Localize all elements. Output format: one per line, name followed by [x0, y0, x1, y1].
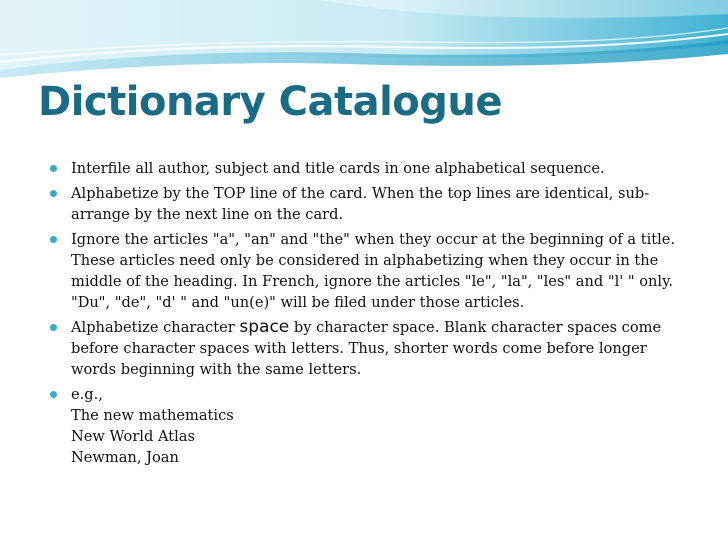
bullet-item-examples	[0, 384, 728, 468]
bullet-text: Ignore the articles "a", "an" and "the" when they occur at the beginning of a title. These articles need only be considered in alphabetizing when they occur in the middle of the heading. In French, ignore the articles "le", "la", "les" and "l' " only. "Du", "de", "d' " and "un(e)" will be filed under those articles.	[71, 231, 676, 311]
bullet-text: Interfile all author, subject and title cards in one alphabetical sequence.	[71, 160, 605, 177]
bullet-item-top-line	[0, 183, 728, 225]
bullet-text-start: Alphabetize character	[71, 319, 240, 336]
bullet-item-interfile	[0, 158, 728, 179]
slide-title: Dictionary Catalogue	[38, 79, 503, 125]
bullet-text: Alphabetize by the TOP line of the card. When the top lines are identical, sub-arrange by the next line on the card.	[71, 185, 650, 223]
bullet-dot-icon	[50, 391, 57, 398]
bullet-dot-icon	[50, 324, 57, 331]
bullet-item-articles	[0, 229, 728, 313]
example-line: Newman, Joan	[71, 449, 179, 466]
bullet-emphasis-word: space	[239, 317, 290, 337]
example-line: The new mathematics	[71, 407, 234, 424]
example-line: New World Atlas	[71, 428, 195, 445]
bullet-list	[0, 158, 728, 472]
bullet-item-character-space	[0, 317, 728, 380]
header-wave-decoration	[0, 0, 728, 80]
bullet-text-end: by character space. Blank character spaces come before character spaces with letters. Thus, shorter words come before longer words beginning with the same letters.	[71, 319, 662, 378]
example-intro: e.g.,	[71, 386, 103, 403]
bullet-dot-icon	[50, 165, 57, 172]
bullet-dot-icon	[50, 236, 57, 243]
bullet-dot-icon	[50, 190, 57, 197]
